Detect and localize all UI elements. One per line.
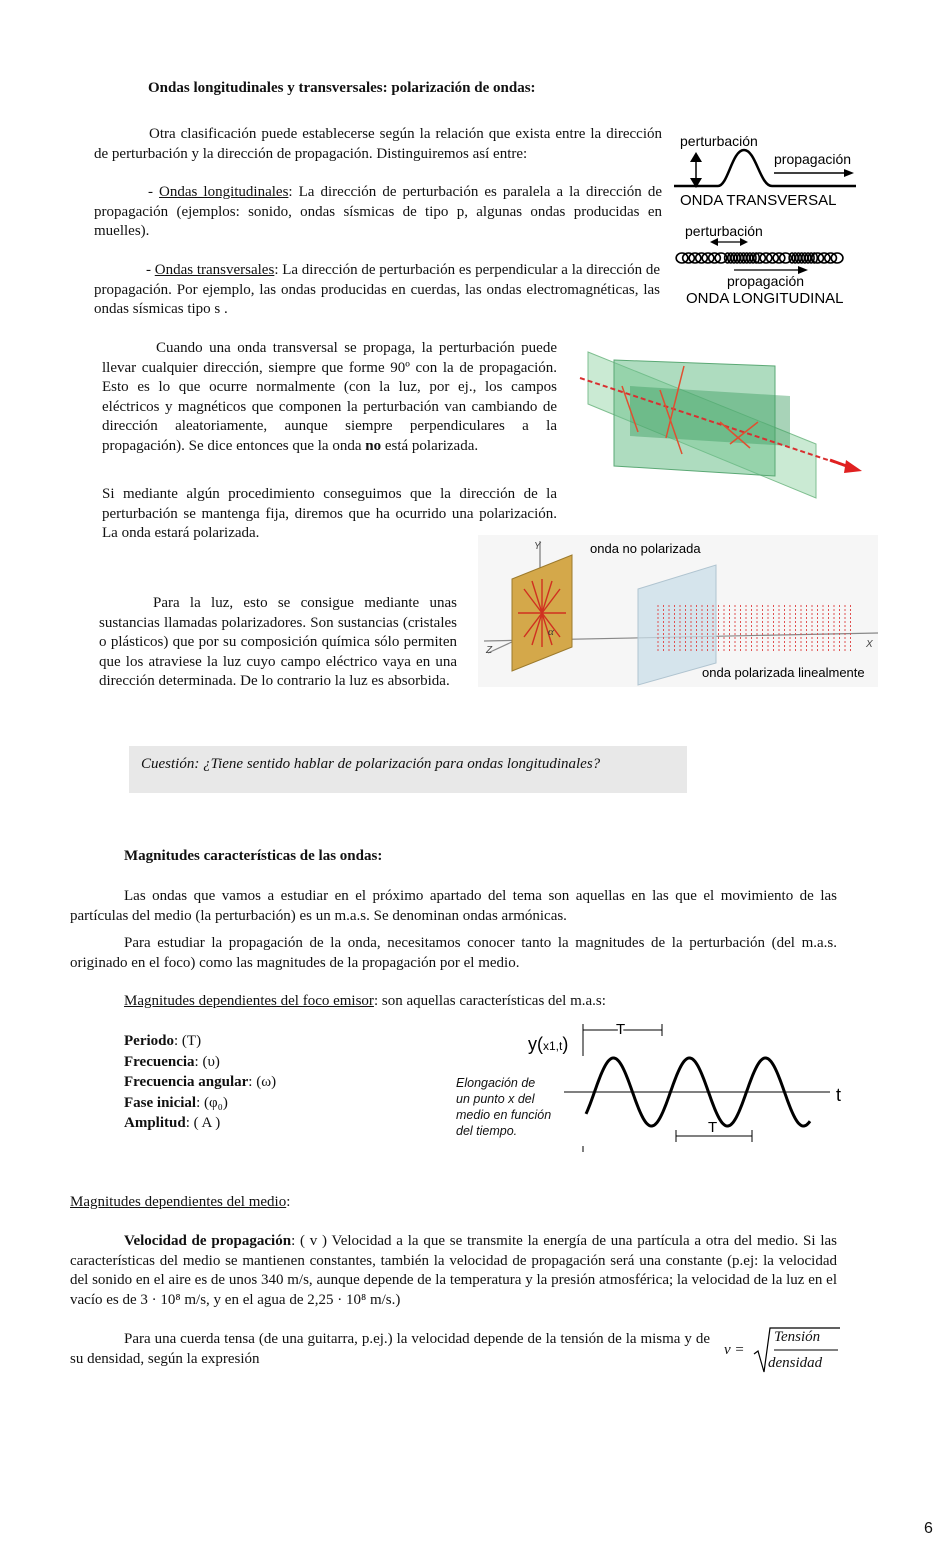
velocity-formula	[724, 1324, 844, 1376]
arrow-up-icon	[690, 152, 702, 162]
polarizer-figure	[478, 535, 878, 687]
polarization-text-bold: no	[365, 437, 382, 454]
polarized-label: onda polarizada linealmente	[702, 665, 865, 680]
longitudinal-wave-label: ONDA LONGITUDINAL	[686, 290, 844, 307]
longitudinal-text: : La dirección de perturbación es paralela a la dirección de propagación (ejemplos: sonido, ondas sísmicas de tipo p, algunas ondas producidas en muelles).	[94, 184, 662, 240]
z-axis-label: Z	[486, 645, 493, 656]
arrow-left-icon	[710, 238, 718, 246]
intro-paragraph: Otra clasificación puede establecerse según la relación que exista entre la dirección de perturbación y la dirección de propagación. Distinguiremos así entre:	[94, 126, 662, 162]
formula-lhs: v =	[724, 1342, 745, 1358]
magnitudes-paragraph-1: Las ondas que vamos a estudiar en el próximo apartado del tema son aquellas en las que el movimiento de las partículas del medio (la perturbación) es un m.a.s. Se denominan ondas armónicas.	[70, 888, 837, 924]
x-axis-label: X	[866, 639, 873, 650]
section-title-polarization: Ondas longitudinales y transversales: polarización de ondas:	[148, 80, 536, 96]
page-number: 6	[924, 1520, 933, 1537]
time-axis-label: t	[836, 1085, 842, 1105]
transversal-prefix: -	[146, 262, 155, 278]
polarization-text-2: Si mediante algún procedimiento conseguimos que la dirección de la perturbación se mantenga fija, diremos que ha ocurrido una polarización. La onda estará polarizada.	[102, 486, 557, 542]
spring-coil	[676, 253, 843, 263]
green-plane-center	[630, 386, 790, 446]
transversal-propagacion-label: propagación	[774, 151, 852, 167]
alpha-label: α	[548, 626, 554, 638]
magnitude-row-periodo: Periodo: (T)	[124, 1033, 202, 1049]
transversal-term: Ondas transversales	[154, 262, 275, 278]
polarization-text-a: Cuando una onda transversal se propaga, la perturbación puede llevar cualquier dirección, siempre que forme 90º con la de propagación. Esto es lo que ocurre normalmente (con la luz, por ej., los campos eléctricos y magnéticos que componen la perturbación van cambiando de dirección aleatoriamente, aunque siempre perpendiculares a la propagación). Se dice entonces que la onda	[102, 340, 557, 454]
period-label-bottom: T	[708, 1119, 718, 1136]
foco-heading	[124, 992, 606, 1012]
period-label-top: T	[616, 1021, 626, 1038]
magnitude-row-amplitud: Amplitud: ( A )	[124, 1115, 221, 1131]
arrow-right-icon	[740, 238, 748, 246]
longitudinal-propagacion-label: propagación	[727, 273, 805, 289]
foco-magnitudes-list	[124, 1031, 276, 1134]
longitudinal-term: Ondas longitudinales	[159, 184, 289, 200]
y-axis-label: Y	[534, 541, 541, 552]
medio-heading-underlined: Magnitudes dependientes del medio	[70, 1194, 287, 1210]
medio-heading	[70, 1193, 290, 1213]
arrow-head-icon	[844, 169, 854, 177]
magnitudes-paragraph-2: Para estudiar la propagación de la onda, necesitamos conocer tanto la magnitudes de la perturbación (del m.a.s. originado en el foco) como las magnitudes de la propagación por el medio.	[70, 935, 837, 971]
velocity-text: : ( v ) Velocidad a la que se transmite la energía de una partícula a otra del medio. Si las características del medio se mantienen constantes, también la velocidad de propagación será una constante (p.ej: la velocidad del sonido en el aire es de unos 340 m/s, aunque depende de la temperatura y la presión atmosférica; la velocidad de la luz en el vacío es de 3 · 10⁸ m/s, y en el agua de 2,25 · 10⁸ m/s.)	[70, 1233, 838, 1308]
longitudinal-prefix: -	[148, 184, 160, 200]
longitudinal-perturbacion-label: perturbación	[685, 223, 763, 239]
formula-denominator: densidad	[768, 1355, 823, 1371]
foco-heading-rest: : son aquellas características del m.a.s:	[373, 993, 606, 1009]
arrow-head-icon	[844, 460, 862, 473]
string-velocity-paragraph: Para una cuerda tensa (de una guitarra, p.ej.) la velocidad depende de la tensión de la misma y de su densidad, según la expresión	[70, 1331, 710, 1367]
medio-heading-colon: :	[286, 1194, 291, 1210]
polarizers-paragraph: Para la luz, esto se consigue mediante unas sustancias llamadas polarizadores. Son sustancias (cristales o plásticos) que por su composición química sólo permiten que los atraviese la luz cuyo campo eléctrico vaya en una dirección determinada. De lo contrario la luz es absorbida.	[99, 595, 457, 690]
magnitude-row-frecuencia: Frecuencia: (υ)	[124, 1053, 220, 1070]
polarization-paragraph-1	[102, 339, 557, 457]
formula-numerator: Tensión	[774, 1329, 821, 1345]
transversal-paragraph	[94, 261, 660, 320]
transversal-wave-label: ONDA TRANSVERSAL	[680, 192, 837, 209]
magnitude-row-frecuencia-angular: Frecuencia angular: (ω)	[124, 1074, 277, 1090]
transversal-perturbacion-label: perturbación	[680, 133, 758, 149]
magnitude-row-fase-inicial: Fase inicial: (φ₀)	[124, 1094, 228, 1111]
polarization-text-c: está polarizada.	[381, 437, 479, 454]
velocity-paragraph	[70, 1232, 837, 1310]
velocity-term: Velocidad de propagación	[124, 1233, 292, 1249]
graph-caption: Elongación de un punto x del medio en función del tiempo.	[456, 1076, 552, 1138]
question-box	[129, 746, 687, 793]
section-title-magnitudes: Magnitudes características de las ondas:	[124, 848, 383, 864]
unpolarized-label: onda no polarizada	[590, 541, 701, 556]
unpolarized-wave-figure	[570, 326, 862, 504]
question-text: Cuestión: ¿Tiene sentido hablar de polarización para ondas longitudinales?	[141, 756, 601, 772]
foco-heading-underlined: Magnitudes dependientes del foco emisor	[124, 993, 374, 1009]
y-axis-label: y(x1,t)	[528, 1034, 569, 1054]
transversal-text: : La dirección de perturbación es perpendicular a la dirección de propagación. Por ejemplo, las ondas producidas en cuerdas, las ondas electromagnéticas, las ondas sísmicas tipo s .	[94, 262, 660, 318]
longitudinal-paragraph	[94, 183, 662, 242]
wave-types-figure	[668, 124, 868, 314]
